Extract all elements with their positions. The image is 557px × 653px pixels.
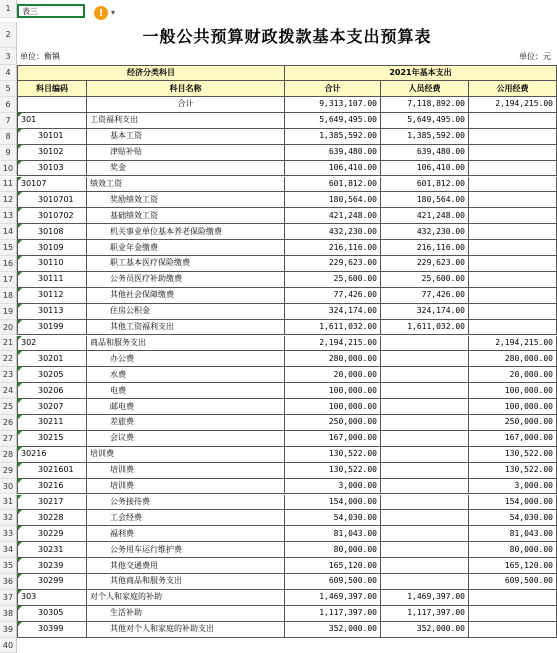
row-header[interactable]: 32: [0, 510, 17, 526]
row-header[interactable]: 39: [0, 622, 17, 638]
row-header[interactable]: 23: [0, 367, 17, 383]
public-cell[interactable]: [469, 606, 557, 622]
header-personnel[interactable]: 人员经费: [381, 81, 469, 97]
code-cell[interactable]: 303: [17, 590, 87, 606]
name-cell[interactable]: 其他交通费用: [87, 558, 285, 574]
public-cell[interactable]: [469, 161, 557, 177]
personnel-cell[interactable]: [381, 495, 469, 511]
cell-marker-icon: [18, 463, 22, 467]
cell-marker-icon: [18, 526, 22, 530]
table-row: [17, 367, 557, 383]
cell-marker-icon: [18, 431, 22, 435]
public-cell[interactable]: 167,000.00: [469, 431, 557, 447]
cell-marker-icon: [18, 590, 22, 594]
public-cell[interactable]: [469, 192, 557, 208]
total-cell[interactable]: 20,000.00: [285, 367, 381, 383]
header-name[interactable]: 科目名称: [87, 81, 285, 97]
row-header[interactable]: 10: [0, 161, 17, 177]
cell-marker-icon: [18, 256, 22, 260]
cell-marker-icon: [18, 288, 22, 292]
total-cell[interactable]: 180,564.00: [285, 192, 381, 208]
table-row: [17, 192, 557, 208]
total-cell[interactable]: 167,000.00: [285, 431, 381, 447]
total-cell[interactable]: 77,426.00: [285, 288, 381, 304]
name-cell[interactable]: 机关事业单位基本养老保险缴费: [87, 224, 285, 240]
total-cell[interactable]: 1,611,032.00: [285, 320, 381, 336]
table-row: [17, 399, 557, 415]
name-cell[interactable]: 水费: [87, 367, 285, 383]
code-cell[interactable]: 30103: [17, 161, 87, 177]
code-cell[interactable]: 30217: [17, 495, 87, 511]
code-cell[interactable]: 3010701: [17, 192, 87, 208]
total-cell[interactable]: 81,043.00: [285, 526, 381, 542]
row-header[interactable]: 11: [0, 177, 17, 193]
code-cell[interactable]: 3010702: [17, 208, 87, 224]
name-cell[interactable]: 合计: [87, 97, 285, 113]
total-cell[interactable]: 9,313,107.00: [285, 97, 381, 113]
code-cell[interactable]: [17, 97, 87, 113]
header-2021-basic-expenditure[interactable]: 2021年基本支出: [285, 65, 557, 81]
total-cell[interactable]: 5,649,495.00: [285, 113, 381, 129]
code-cell[interactable]: 30228: [17, 510, 87, 526]
public-cell[interactable]: [469, 590, 557, 606]
row-header[interactable]: 33: [0, 526, 17, 542]
row-header[interactable]: 15: [0, 240, 17, 256]
public-cell[interactable]: [469, 129, 557, 145]
row-header[interactable]: 14: [0, 224, 17, 240]
table-row: [17, 526, 557, 542]
total-cell[interactable]: 1,117,397.00: [285, 606, 381, 622]
name-cell[interactable]: 公务用车运行维护费: [87, 542, 285, 558]
public-cell[interactable]: 80,000.00: [469, 542, 557, 558]
code-cell[interactable]: 302: [17, 336, 87, 352]
personnel-cell[interactable]: [381, 526, 469, 542]
table-row: [17, 510, 557, 526]
table-row: [17, 558, 557, 574]
table-row: [17, 208, 557, 224]
cell-marker-icon: [18, 113, 22, 117]
cell-marker-icon: [18, 383, 22, 387]
row-header[interactable]: 8: [0, 129, 17, 145]
public-cell[interactable]: 81,043.00: [469, 526, 557, 542]
personnel-cell[interactable]: 77,426.00: [381, 288, 469, 304]
row-header[interactable]: 17: [0, 272, 17, 288]
total-cell[interactable]: 432,230.00: [285, 224, 381, 240]
cell-marker-icon: [18, 320, 22, 324]
cell-marker-icon: [18, 145, 22, 149]
public-cell[interactable]: 20,000.00: [469, 367, 557, 383]
code-cell[interactable]: 30231: [17, 542, 87, 558]
total-cell[interactable]: 165,120.00: [285, 558, 381, 574]
table-row: [17, 447, 557, 463]
total-cell[interactable]: 609,500.00: [285, 574, 381, 590]
personnel-cell[interactable]: 106,410.00: [381, 161, 469, 177]
cell-marker-icon: [18, 304, 22, 308]
personnel-cell[interactable]: [381, 336, 469, 352]
personnel-cell[interactable]: 432,230.00: [381, 224, 469, 240]
chevron-down-icon[interactable]: ▾: [111, 8, 116, 17]
header-row-group: [17, 65, 557, 81]
row-header[interactable]: 40: [0, 638, 17, 653]
row-header[interactable]: 24: [0, 383, 17, 399]
table-row: [17, 351, 557, 367]
personnel-cell[interactable]: 421,248.00: [381, 208, 469, 224]
code-cell[interactable]: 30110: [17, 256, 87, 272]
table-row: [17, 161, 557, 177]
personnel-cell[interactable]: [381, 431, 469, 447]
code-cell[interactable]: 3021601: [17, 463, 87, 479]
name-cell[interactable]: 其他工资福利支出: [87, 320, 285, 336]
table-row: [17, 240, 557, 256]
table-row: [17, 542, 557, 558]
cell-marker-icon: [18, 399, 22, 403]
cell-marker-icon: [18, 272, 22, 276]
public-cell[interactable]: [469, 208, 557, 224]
table-row: [17, 590, 557, 606]
row-header[interactable]: 7: [0, 113, 17, 129]
row-header[interactable]: 20: [0, 320, 17, 336]
cell-marker-icon: [18, 367, 22, 371]
total-cell[interactable]: 216,116.00: [285, 240, 381, 256]
name-cell[interactable]: 工资福利支出: [87, 113, 285, 129]
name-cell[interactable]: 津贴补贴: [87, 145, 285, 161]
name-cell[interactable]: 会议费: [87, 431, 285, 447]
total-cell[interactable]: 130,522.00: [285, 463, 381, 479]
row-header[interactable]: 27: [0, 431, 17, 447]
personnel-cell[interactable]: [381, 574, 469, 590]
row-header[interactable]: 28: [0, 447, 17, 463]
code-cell[interactable]: 30108: [17, 224, 87, 240]
code-cell[interactable]: 30229: [17, 526, 87, 542]
cell-marker-icon: [18, 574, 22, 578]
personnel-cell[interactable]: 352,000.00: [381, 622, 469, 638]
name-cell[interactable]: 对个人和家庭的补助: [87, 590, 285, 606]
name-cell[interactable]: 其他商品和服务支出: [87, 574, 285, 590]
personnel-cell[interactable]: 324,174.00: [381, 304, 469, 320]
total-cell[interactable]: 229,623.00: [285, 256, 381, 272]
code-cell[interactable]: 30239: [17, 558, 87, 574]
personnel-cell[interactable]: 216,116.00: [381, 240, 469, 256]
warning-icon[interactable]: !: [94, 6, 108, 20]
cell-marker-icon: [18, 447, 22, 451]
table-row: [17, 177, 557, 193]
table-row: [17, 463, 557, 479]
total-cell[interactable]: 250,000.00: [285, 415, 381, 431]
name-cell[interactable]: 职工基本医疗保险缴费: [87, 256, 285, 272]
table-row: [17, 113, 557, 129]
row-header[interactable]: 30: [0, 479, 17, 495]
row-header[interactable]: 36: [0, 574, 17, 590]
table-row: [17, 495, 557, 511]
row-header[interactable]: 12: [0, 192, 17, 208]
table-row: [17, 431, 557, 447]
total-cell[interactable]: 639,480.00: [285, 145, 381, 161]
public-cell[interactable]: 130,522.00: [469, 463, 557, 479]
table-row: [17, 145, 557, 161]
row-header[interactable]: 29: [0, 463, 17, 479]
cell-marker-icon: [18, 208, 22, 212]
header-row-columns: [17, 81, 557, 97]
personnel-cell[interactable]: [381, 447, 469, 463]
table-row: [17, 606, 557, 622]
personnel-cell[interactable]: 1,385,592.00: [381, 129, 469, 145]
name-cell[interactable]: 电费: [87, 383, 285, 399]
personnel-cell[interactable]: [381, 463, 469, 479]
code-cell[interactable]: 30101: [17, 129, 87, 145]
public-cell[interactable]: 154,000.00: [469, 495, 557, 511]
row-header[interactable]: 16: [0, 256, 17, 272]
cell-marker-icon: [18, 542, 22, 546]
public-cell[interactable]: 250,000.00: [469, 415, 557, 431]
row-header[interactable]: 2: [0, 22, 17, 48]
row-header[interactable]: 3: [0, 48, 17, 65]
sheet-title[interactable]: 一般公共预算财政拨款基本支出预算表: [142, 26, 432, 46]
name-cell[interactable]: 生活补助: [87, 606, 285, 622]
cell-marker-icon: [18, 415, 22, 419]
table-row: [17, 415, 557, 431]
personnel-cell[interactable]: 229,623.00: [381, 256, 469, 272]
row-header[interactable]: 25: [0, 399, 17, 415]
personnel-cell[interactable]: 1,611,032.00: [381, 320, 469, 336]
row-header[interactable]: 6: [0, 97, 17, 113]
total-cell[interactable]: 100,000.00: [285, 383, 381, 399]
name-cell[interactable]: 邮电费: [87, 399, 285, 415]
code-cell[interactable]: 30111: [17, 272, 87, 288]
personnel-cell[interactable]: 601,812.00: [381, 177, 469, 193]
total-cell[interactable]: 25,600.00: [285, 272, 381, 288]
public-cell[interactable]: [469, 240, 557, 256]
code-cell[interactable]: 30211: [17, 415, 87, 431]
personnel-cell[interactable]: [381, 351, 469, 367]
name-cell[interactable]: 奖金: [87, 161, 285, 177]
total-cell[interactable]: 324,174.00: [285, 304, 381, 320]
personnel-cell[interactable]: [381, 479, 469, 495]
personnel-cell[interactable]: [381, 558, 469, 574]
personnel-cell[interactable]: 639,480.00: [381, 145, 469, 161]
public-cell[interactable]: [469, 288, 557, 304]
name-cell[interactable]: 公务员医疗补助缴费: [87, 272, 285, 288]
personnel-cell[interactable]: 25,600.00: [381, 272, 469, 288]
name-cell[interactable]: 其他对个人和家庭的补助支出: [87, 622, 285, 638]
table-row: [17, 272, 557, 288]
name-cell[interactable]: 职业年金缴费: [87, 240, 285, 256]
public-cell[interactable]: [469, 256, 557, 272]
public-cell[interactable]: 3,000.00: [469, 479, 557, 495]
header-total[interactable]: 合计: [285, 81, 381, 97]
public-cell[interactable]: [469, 304, 557, 320]
public-cell[interactable]: 54,030.00: [469, 510, 557, 526]
public-cell[interactable]: [469, 177, 557, 193]
personnel-cell[interactable]: [381, 367, 469, 383]
header-public[interactable]: 公用经费: [469, 81, 557, 97]
row-header[interactable]: 4: [0, 65, 17, 81]
table-row: [17, 479, 557, 495]
code-cell[interactable]: 30113: [17, 304, 87, 320]
code-cell[interactable]: 30102: [17, 145, 87, 161]
public-cell[interactable]: 130,522.00: [469, 447, 557, 463]
table-row: [17, 256, 557, 272]
name-cell[interactable]: 工会经费: [87, 510, 285, 526]
row-header[interactable]: 38: [0, 606, 17, 622]
total-cell[interactable]: 421,248.00: [285, 208, 381, 224]
code-cell[interactable]: 30107: [17, 177, 87, 193]
public-cell[interactable]: [469, 320, 557, 336]
code-cell[interactable]: 30215: [17, 431, 87, 447]
public-cell[interactable]: 280,000.00: [469, 351, 557, 367]
cell-a1-selected[interactable]: 表三: [17, 4, 85, 18]
personnel-cell[interactable]: 1,117,397.00: [381, 606, 469, 622]
public-cell[interactable]: 165,120.00: [469, 558, 557, 574]
total-cell[interactable]: 352,000.00: [285, 622, 381, 638]
total-cell[interactable]: 54,030.00: [285, 510, 381, 526]
row-header[interactable]: 22: [0, 351, 17, 367]
total-cell[interactable]: 601,812.00: [285, 177, 381, 193]
name-cell[interactable]: 办公费: [87, 351, 285, 367]
row-header[interactable]: 21: [0, 336, 17, 352]
cell-marker-icon: [18, 510, 22, 514]
total-cell[interactable]: 130,522.00: [285, 447, 381, 463]
row-header[interactable]: 5: [0, 81, 17, 97]
code-cell[interactable]: 30206: [17, 383, 87, 399]
code-cell[interactable]: 30112: [17, 288, 87, 304]
public-cell[interactable]: [469, 224, 557, 240]
public-cell[interactable]: 2,194,215.00: [469, 336, 557, 352]
code-cell[interactable]: 30205: [17, 367, 87, 383]
name-cell[interactable]: 住房公积金: [87, 304, 285, 320]
code-cell[interactable]: 30216: [17, 447, 87, 463]
total-cell[interactable]: 3,000.00: [285, 479, 381, 495]
code-cell[interactable]: 30399: [17, 622, 87, 638]
code-cell[interactable]: 30207: [17, 399, 87, 415]
table-row: [17, 224, 557, 240]
name-cell[interactable]: 其他社会保障缴费: [87, 288, 285, 304]
cell-marker-icon: [18, 558, 22, 562]
table-row: [17, 574, 557, 590]
personnel-cell[interactable]: 1,469,397.00: [381, 590, 469, 606]
unit-label-left[interactable]: 单位：衡镇: [20, 52, 60, 61]
cell-marker-icon: [18, 129, 22, 133]
name-cell[interactable]: 培训费: [87, 479, 285, 495]
row-header[interactable]: 31: [0, 495, 17, 511]
table-row: [17, 129, 557, 145]
row-header[interactable]: 35: [0, 558, 17, 574]
table-row: [17, 304, 557, 320]
personnel-cell[interactable]: [381, 415, 469, 431]
name-cell[interactable]: 培训费: [87, 447, 285, 463]
table-row: [17, 622, 557, 638]
personnel-cell[interactable]: [381, 383, 469, 399]
code-cell[interactable]: 30216: [17, 479, 87, 495]
name-cell[interactable]: 培训费: [87, 463, 285, 479]
name-cell[interactable]: 奖励绩效工资: [87, 192, 285, 208]
row-header[interactable]: 26: [0, 415, 17, 431]
code-cell[interactable]: 301: [17, 113, 87, 129]
personnel-cell[interactable]: 7,118,892.00: [381, 97, 469, 113]
total-cell[interactable]: 100,000.00: [285, 399, 381, 415]
personnel-cell[interactable]: [381, 510, 469, 526]
row-header[interactable]: 18: [0, 288, 17, 304]
cell-marker-icon: [18, 479, 22, 483]
name-cell[interactable]: 基础绩效工资: [87, 208, 285, 224]
code-cell[interactable]: 30299: [17, 574, 87, 590]
header-economic-classification[interactable]: 经济分类科目: [17, 65, 285, 81]
public-cell[interactable]: 100,000.00: [469, 383, 557, 399]
name-cell[interactable]: 公务接待费: [87, 495, 285, 511]
personnel-cell[interactable]: 5,649,495.00: [381, 113, 469, 129]
cell-marker-icon: [18, 495, 22, 499]
table-row: [17, 320, 557, 336]
public-cell[interactable]: 609,500.00: [469, 574, 557, 590]
personnel-cell[interactable]: 180,564.00: [381, 192, 469, 208]
name-cell[interactable]: 差旅费: [87, 415, 285, 431]
total-cell[interactable]: 280,000.00: [285, 351, 381, 367]
public-cell[interactable]: [469, 272, 557, 288]
cell-marker-icon: [18, 192, 22, 196]
total-cell[interactable]: 106,410.00: [285, 161, 381, 177]
header-code[interactable]: 科目编码: [17, 81, 87, 97]
table-row: [17, 288, 557, 304]
table-row: [17, 97, 557, 113]
name-cell[interactable]: 商品和服务支出: [87, 336, 285, 352]
row-header[interactable]: 13: [0, 208, 17, 224]
row-header[interactable]: 9: [0, 145, 17, 161]
public-cell[interactable]: [469, 113, 557, 129]
code-cell[interactable]: 30305: [17, 606, 87, 622]
unit-label-right[interactable]: 单位：元: [519, 52, 551, 61]
cell-marker-icon: [18, 336, 22, 340]
cell-marker-icon: [18, 240, 22, 244]
name-cell[interactable]: 福利费: [87, 526, 285, 542]
row-header[interactable]: 1: [0, 0, 17, 18]
code-cell[interactable]: 30109: [17, 240, 87, 256]
name-cell[interactable]: 基本工资: [87, 129, 285, 145]
row-header[interactable]: 34: [0, 542, 17, 558]
total-cell[interactable]: 80,000.00: [285, 542, 381, 558]
total-cell[interactable]: 1,469,397.00: [285, 590, 381, 606]
public-cell[interactable]: 2,194,215.00: [469, 97, 557, 113]
public-cell[interactable]: [469, 145, 557, 161]
cell-marker-icon: [18, 606, 22, 610]
personnel-cell[interactable]: [381, 399, 469, 415]
code-cell[interactable]: 30201: [17, 351, 87, 367]
personnel-cell[interactable]: [381, 542, 469, 558]
total-cell[interactable]: 1,385,592.00: [285, 129, 381, 145]
cell-marker-icon: [18, 351, 22, 355]
table-row: [17, 383, 557, 399]
total-cell[interactable]: 154,000.00: [285, 495, 381, 511]
public-cell[interactable]: 100,000.00: [469, 399, 557, 415]
cell-marker-icon: [18, 177, 22, 181]
total-cell[interactable]: 2,194,215.00: [285, 336, 381, 352]
table-row: [17, 336, 557, 352]
public-cell[interactable]: [469, 622, 557, 638]
row-header[interactable]: 19: [0, 304, 17, 320]
code-cell[interactable]: 30199: [17, 320, 87, 336]
cell-marker-icon: [18, 622, 22, 626]
row-header[interactable]: 37: [0, 590, 17, 606]
cell-marker-icon: [18, 224, 22, 228]
cell-marker-icon: [18, 161, 22, 165]
name-cell[interactable]: 绩效工资: [87, 177, 285, 193]
